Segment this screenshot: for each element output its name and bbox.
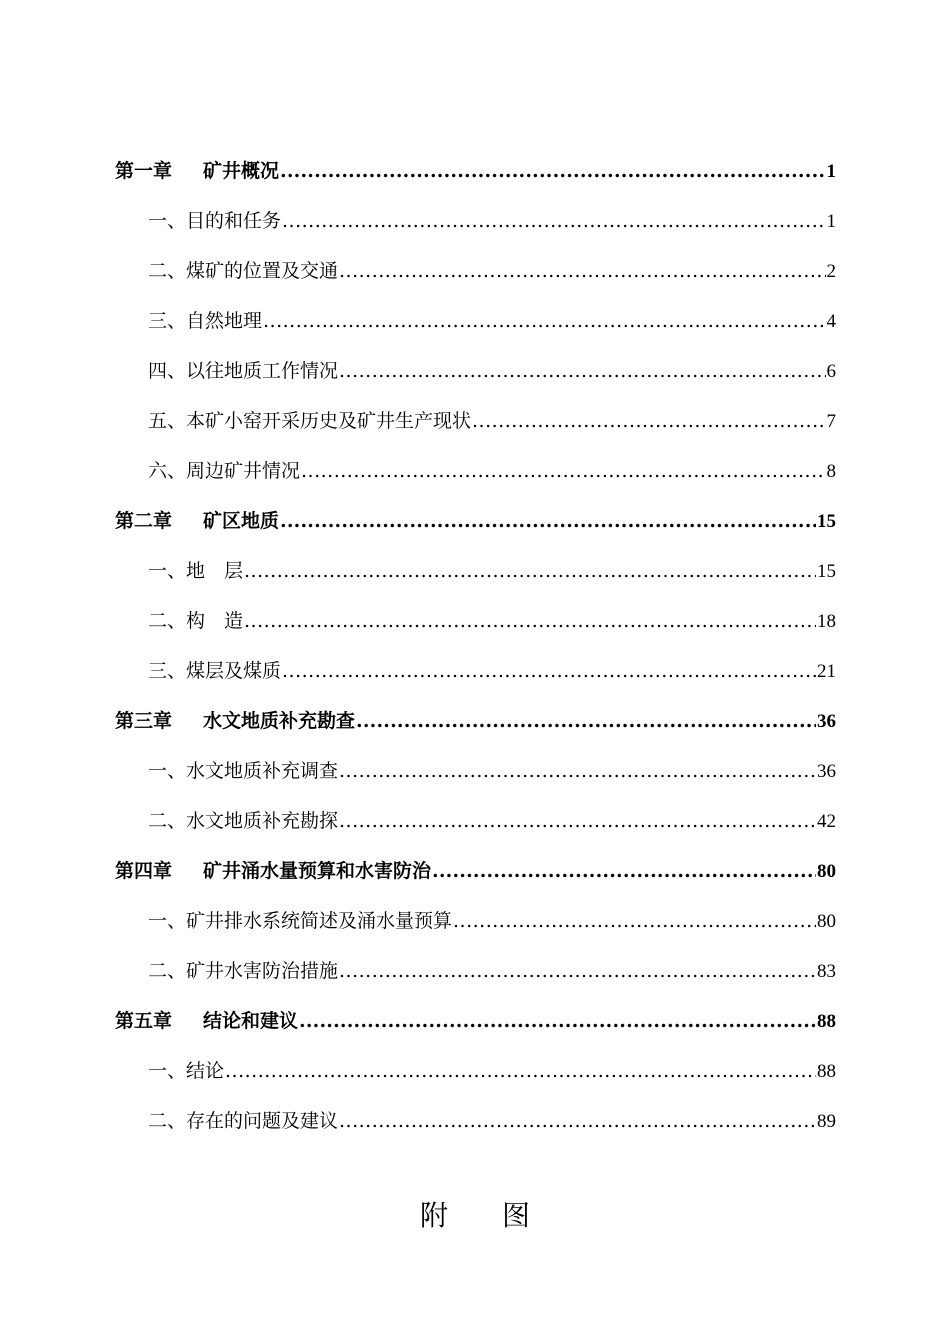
toc-page-number: 1 <box>826 211 836 232</box>
toc-dot-leader <box>339 1096 816 1146</box>
toc-entry-title: 二、矿井水害防治措施 <box>148 960 339 982</box>
toc-chapter-entry[interactable] <box>115 846 836 896</box>
toc-page-number: 15 <box>817 561 836 582</box>
toc-dot-leader <box>301 446 825 496</box>
table-of-contents <box>115 146 836 1146</box>
toc-dot-leader <box>282 646 816 696</box>
toc-section-entry[interactable] <box>115 596 836 646</box>
toc-dot-leader <box>225 1046 816 1096</box>
toc-entry-title: 矿区地质 <box>203 510 280 532</box>
toc-page-number: 88 <box>817 1011 836 1032</box>
toc-chapter-number: 第三章 <box>115 710 173 732</box>
toc-dot-leader <box>244 596 816 646</box>
toc-page-number: 15 <box>817 511 836 532</box>
toc-page-number: 1 <box>826 161 836 182</box>
toc-entry-title: 一、矿井排水系统简述及涌水量预算 <box>148 910 453 932</box>
toc-dot-leader <box>432 846 816 896</box>
toc-section-entry[interactable] <box>115 1046 836 1096</box>
toc-entry-title: 矿井涌水量预算和水害防治 <box>203 860 432 882</box>
toc-entry-title: 一、水文地质补充调查 <box>148 760 339 782</box>
toc-page-number: 6 <box>826 361 836 382</box>
toc-chapter-number: 第四章 <box>115 860 173 882</box>
toc-dot-leader <box>339 796 816 846</box>
toc-section-entry[interactable] <box>115 346 836 396</box>
toc-page-number: 7 <box>826 411 836 432</box>
toc-section-entry[interactable] <box>115 546 836 596</box>
toc-chapter-entry[interactable] <box>115 696 836 746</box>
toc-page-number: 18 <box>817 611 836 632</box>
toc-section-entry[interactable] <box>115 446 836 496</box>
toc-section-entry[interactable] <box>115 896 836 946</box>
toc-dot-leader <box>339 346 825 396</box>
toc-page-number: 83 <box>817 961 836 982</box>
toc-page-number: 80 <box>817 911 836 932</box>
toc-entry-title: 一、结论 <box>148 1060 225 1082</box>
toc-chapter-number: 第五章 <box>115 1010 173 1032</box>
toc-entry-title: 二、构 造 <box>148 610 244 632</box>
toc-page-number: 36 <box>817 711 836 732</box>
toc-section-entry[interactable] <box>115 946 836 996</box>
toc-section-entry[interactable] <box>115 1096 836 1146</box>
toc-dot-leader <box>339 746 816 796</box>
toc-entry-title: 三、煤层及煤质 <box>148 660 282 682</box>
toc-page-number: 36 <box>817 761 836 782</box>
toc-chapter-number: 第一章 <box>115 160 173 182</box>
toc-dot-leader <box>453 896 816 946</box>
toc-entry-title: 二、煤矿的位置及交通 <box>148 260 339 282</box>
toc-page-number: 89 <box>817 1111 836 1132</box>
toc-dot-leader <box>356 696 816 746</box>
toc-section-entry[interactable] <box>115 796 836 846</box>
toc-chapter-entry[interactable] <box>115 146 836 196</box>
toc-page-number: 4 <box>826 311 836 332</box>
toc-page-number: 80 <box>817 861 836 882</box>
toc-dot-leader <box>472 396 825 446</box>
toc-entry-title: 一、目的和任务 <box>148 210 282 232</box>
toc-dot-leader <box>263 296 825 346</box>
toc-entry-title: 结论和建议 <box>203 1010 299 1032</box>
toc-dot-leader <box>280 146 825 196</box>
toc-section-entry[interactable] <box>115 746 836 796</box>
toc-entry-title: 五、本矿小窑开采历史及矿井生产现状 <box>148 410 472 432</box>
toc-entry-title: 四、以往地质工作情况 <box>148 360 339 382</box>
toc-section-entry[interactable] <box>115 646 836 696</box>
toc-entry-title: 六、周边矿井情况 <box>148 460 301 482</box>
toc-dot-leader <box>299 996 816 1046</box>
toc-dot-leader <box>282 196 825 246</box>
toc-chapter-entry[interactable] <box>115 496 836 546</box>
toc-page-number: 21 <box>817 661 836 682</box>
toc-entry-title: 矿井概况 <box>203 160 280 182</box>
toc-entry-title: 二、存在的问题及建议 <box>148 1110 339 1132</box>
toc-chapter-entry[interactable] <box>115 996 836 1046</box>
toc-dot-leader <box>339 946 816 996</box>
toc-chapter-number: 第二章 <box>115 510 173 532</box>
toc-section-entry[interactable] <box>115 396 836 446</box>
toc-section-entry[interactable] <box>115 196 836 246</box>
toc-dot-leader <box>244 546 816 596</box>
toc-section-entry[interactable] <box>115 296 836 346</box>
toc-page-number: 2 <box>826 261 836 282</box>
appendix-heading: 附图 <box>419 1199 584 1232</box>
toc-entry-title: 二、水文地质补充勘探 <box>148 810 339 832</box>
toc-entry-title: 一、地 层 <box>148 560 244 582</box>
toc-dot-leader <box>280 496 816 546</box>
toc-dot-leader <box>339 246 825 296</box>
toc-entry-title: 水文地质补充勘查 <box>203 710 356 732</box>
toc-entry-title: 三、自然地理 <box>148 310 263 332</box>
toc-page-number: 88 <box>817 1061 836 1082</box>
toc-section-entry[interactable] <box>115 246 836 296</box>
toc-page-number: 42 <box>817 811 836 832</box>
toc-page-number: 8 <box>826 461 836 482</box>
